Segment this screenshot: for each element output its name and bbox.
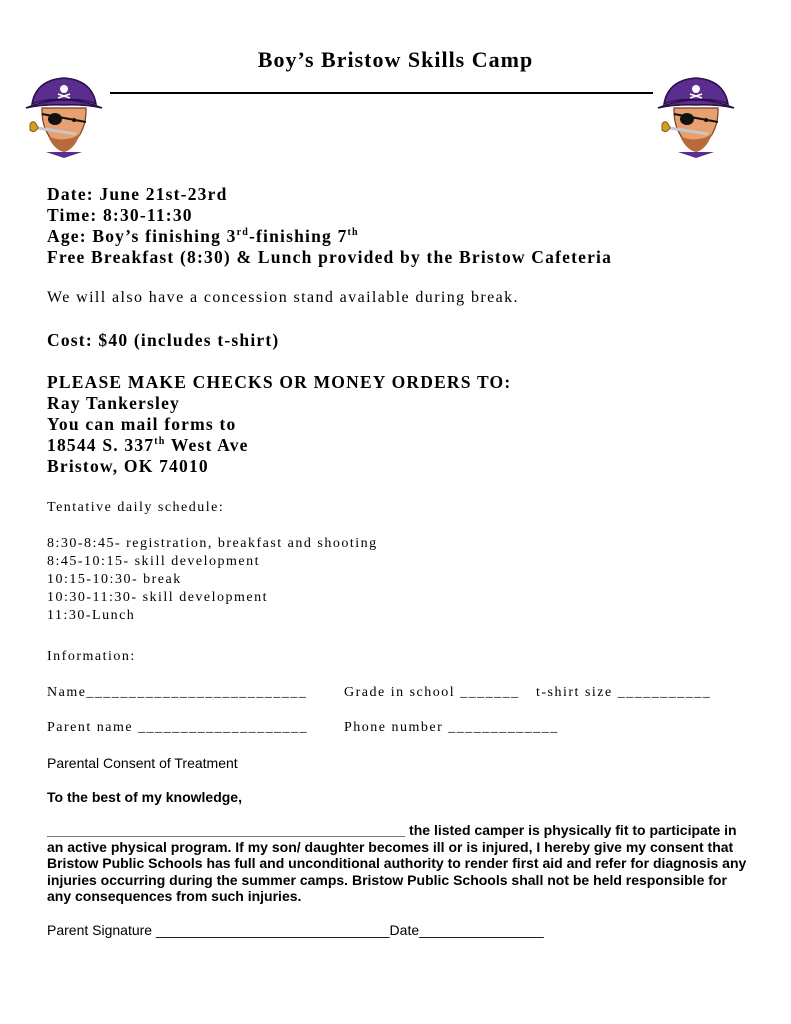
schedule-item: 8:45-10:15- skill development xyxy=(47,554,261,569)
mailing-city: Bristow, OK 74010 xyxy=(47,456,209,476)
mail-note: You can mail forms to xyxy=(47,414,237,434)
phone-field[interactable]: Phone number _____________ xyxy=(344,720,559,735)
signature-row xyxy=(47,922,544,938)
name-field[interactable]: Name__________________________ xyxy=(47,685,308,700)
payment-heading: PLEASE MAKE CHECKS OR MONEY ORDERS TO: xyxy=(47,372,512,392)
tshirt-size-field[interactable]: t-shirt size ___________ xyxy=(536,685,712,700)
consent-lead: To the best of my knowledge, xyxy=(47,789,242,805)
schedule-item: 8:30-8:45- registration, breakfast and shooting xyxy=(47,536,378,551)
information-heading: Information: xyxy=(47,649,136,664)
schedule-heading: Tentative daily schedule: xyxy=(47,500,225,515)
payee-name: Ray Tankersley xyxy=(47,393,181,413)
camp-age: Age: Boy’s finishing 3rd-finishing 7th xyxy=(47,226,359,246)
concession-note: We will also have a concession stand available during break. xyxy=(47,289,519,306)
schedule-item: 10:30-11:30- skill development xyxy=(47,590,269,605)
camp-time: Time: 8:30-11:30 xyxy=(47,205,193,225)
parent-signature-field[interactable]: Parent Signature ______________________________ xyxy=(47,922,390,938)
consent-heading: Parental Consent of Treatment xyxy=(47,755,238,771)
camp-meals: Free Breakfast (8:30) & Lunch provided by the Bristow Cafeteria xyxy=(47,247,613,267)
pirate-mascot-icon xyxy=(24,74,104,159)
signature-date-field[interactable]: Date________________ xyxy=(389,922,544,938)
mailing-address: 18544 S. 337th West Ave xyxy=(47,435,249,455)
camp-date: Date: June 21st-23rd xyxy=(47,184,228,204)
consent-paragraph: ______________________________________________ the listed camper is physically fit to participate in an active physical program. If my son/ daughter becomes ill or is injured, I hereby give my consent that Bristow Public Schools has full and unconditional authority to render first aid and refer for diagnosis any injuries occurring during the summer camps. Bristow Public Schools shall not be held responsible for any consequences from such injuries. xyxy=(47,822,747,905)
title-divider xyxy=(110,92,653,94)
page-title: Boy’s Bristow Skills Camp xyxy=(257,47,534,72)
grade-field[interactable]: Grade in school _______ xyxy=(344,685,520,700)
pirate-mascot-icon xyxy=(656,74,736,159)
consent-blank[interactable]: ______________________________________________ xyxy=(47,822,406,838)
parent-name-field[interactable]: Parent name ____________________ xyxy=(47,720,309,735)
schedule-item: 10:15-10:30- break xyxy=(47,572,182,587)
schedule-item: 11:30-Lunch xyxy=(47,608,136,623)
camp-cost: Cost: $40 (includes t-shirt) xyxy=(47,330,280,350)
